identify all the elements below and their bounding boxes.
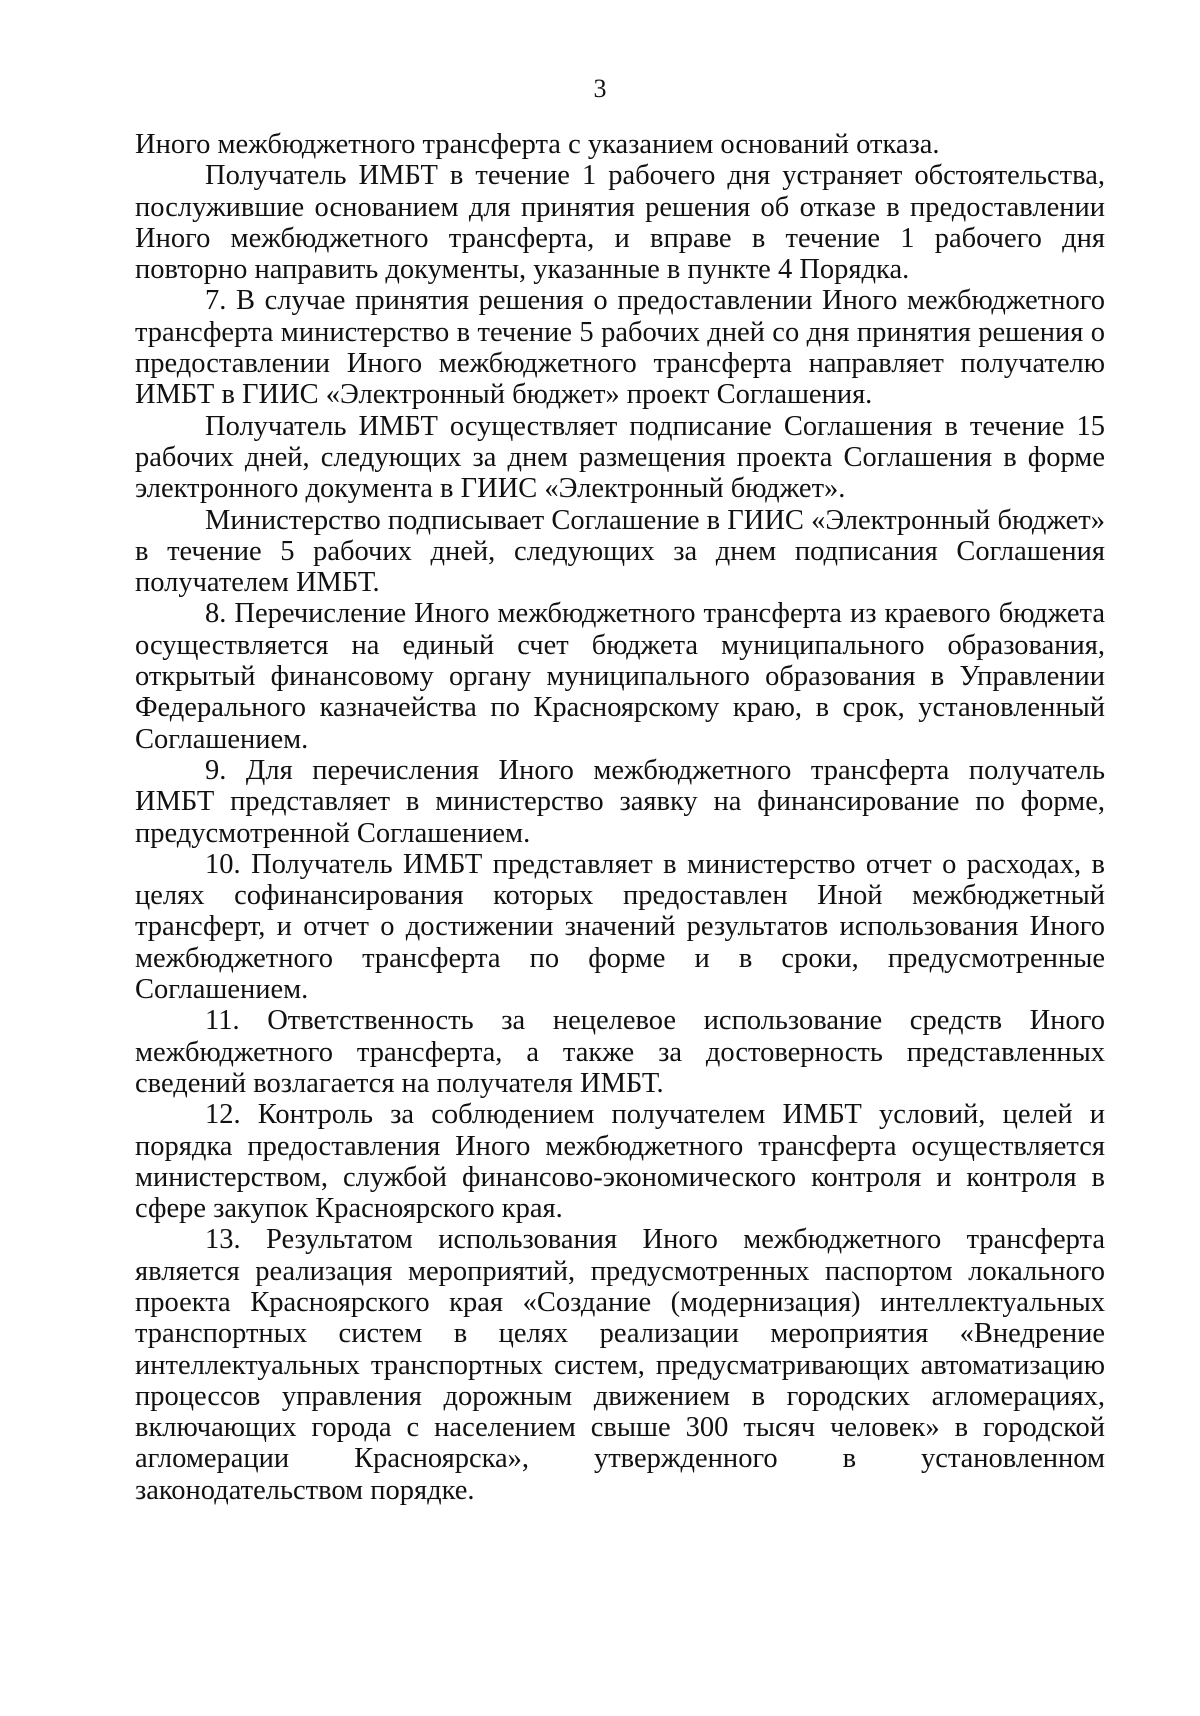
paragraph-resubmission: Получатель ИМБТ в течение 1 рабочего дня устраняет обстоятельства, послужившие основанием для принятия решения об отказе в предоставлении Иного межбюджетного трансферта, и вправе в течение 1 рабочего дня повторно направить документы, указанные в пункте 4 Порядка. <box>135 160 1105 286</box>
page-number: 3 <box>593 74 607 103</box>
paragraph-item-9: 9. Для перечисления Иного межбюджетного трансферта получатель ИМБТ представляет в министерство заявку на финансирование по форме, предусмотренной Соглашением. <box>135 754 1105 849</box>
paragraph-item-10: 10. Получатель ИМБТ представляет в министерство отчет о расходах, в целях софинансирования которых предоставлен Иной межбюджетный трансферт, и отчет о достижении значений результатов использования Иного межбюджетного трансферта по форме и в сроки, предусмотренные Соглашением. <box>135 848 1105 1006</box>
paragraph-item-11: 11. Ответственность за нецелевое использование средств Иного межбюджетного трансферта, а также за достоверность представленных сведений возлагается на получателя ИМБТ. <box>135 1005 1105 1099</box>
paragraph-agreement-signing-ministry: Министерство подписывает Соглашение в ГИИС «Электронный бюджет» в течение 5 рабочих дней, следующих за днем подписания Соглашения получателем ИМБТ. <box>135 504 1105 599</box>
paragraph-continuation: Иного межбюджетного трансферта с указанием оснований отказа. <box>135 129 940 160</box>
paragraph-item-8: 8. Перечисление Иного межбюджетного трансферта из краевого бюджета осуществляется на единый счет бюджета муниципального образования, открытый финансовому органу муниципального образования в Управлении Федерального казначейства по Красноярскому краю, в срок, установленный Соглашением. <box>135 598 1105 755</box>
paragraph-item-12: 12. Контроль за соблюдением получателем ИМБТ условий, целей и порядка предоставления Иного межбюджетного трансферта осуществляется министерством, службой финансово-экономического контроля и контроля в сфере закупок Красноярского края. <box>135 1099 1105 1225</box>
paragraph-item-13: 13. Результатом использования Иного межбюджетного трансферта является реализация мероприятий, предусмотренных паспортом локального проекта Красноярского края «Создание (модернизация) интеллектуальных транспортных систем в целях реализации мероприятия «Внедрение интеллектуальных транспортных систем, предусматривающих автоматизацию процессов управления дорожным движением в городских агломерациях, включающих города с населением свыше 300 тысяч человек» в городской агломерации Красноярска», утвержденного в установленном законодательством порядке. <box>135 1224 1105 1506</box>
paragraph-agreement-signing-recipient: Получатель ИМБТ осуществляет подписание Соглашения в течение 15 рабочих дней, следующих за днем размещения проекта Соглашения в форме электронного документа в ГИИС «Электронный бюджет». <box>135 410 1105 505</box>
document-body <box>135 129 1105 1506</box>
paragraph-item-7: 7. В случае принятия решения о предоставлении Иного межбюджетного трансферта министерство в течение 5 рабочих дней со дня принятия решения о предоставлении Иного межбюджетного трансферта направляет получателю ИМБТ в ГИИС «Электронный бюджет» проект Соглашения. <box>135 285 1105 411</box>
